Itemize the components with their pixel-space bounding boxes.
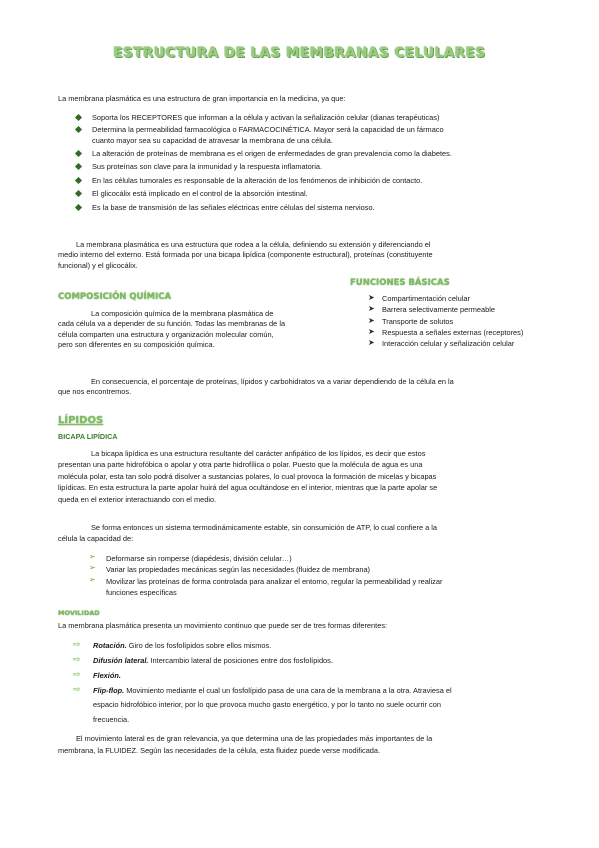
diamond-bullet-icon: [75, 150, 82, 157]
functions-heading: FUNCIONES BÁSICAS: [350, 278, 450, 288]
importance-list: [58, 113, 558, 213]
double-arrow-icon: ⇨: [73, 639, 81, 649]
arrow-bullet-icon: ➢: [89, 574, 96, 584]
mobility-heading: MOVILIDAD: [58, 609, 100, 617]
consequence-paragraph: En consecuencia, el porcentaje de proteínas, lípidos y carbohidratos va a variar dependiendo de la célula en la que nos encontremos.: [58, 377, 454, 397]
list-item-continuation: espacio hidrofóbico interior, por lo que provoca mucho gasto energético, y por lo tanto no suele ocurrir con: [93, 700, 441, 710]
bilayer-paragraph: La bicapa lipídica es una estructura resultante del carácter anfipático de los lípidos, es decir que estos presentan una parte hidrofóbica o apolar y otra parte hidrofílica o polar. Puesto que la molécula de agua es una molécula polar, esta tan solo podrá disolver a sustancias polares, lo cual provoca la formación de micelas y bicapas lipídicas. En esta estructura la parte apolar huirá del agua ocultándose en el interior, mientras que la parte apolar se queda en el exterior interactuando con el medio.: [58, 449, 438, 504]
list-item: ⇨ Flexión.: [73, 669, 121, 681]
arrow-bullet-icon: ➢: [89, 552, 96, 561]
functions-list: [355, 294, 575, 350]
list-item: ➤ Barrera selectivamente permeable: [368, 304, 495, 315]
arrow-bullet-icon: ➤: [368, 293, 375, 302]
diamond-bullet-icon: [75, 114, 82, 121]
list-item: ➢ Variar las propiedades mecánicas según las necesidades (fluidez de membrana): [89, 563, 371, 575]
lipid-bilayer-subheading: BICAPA LIPÍDICA: [58, 432, 118, 441]
system-paragraph: Se forma entonces un sistema termodinámicamente estable, sin consumición de ATP, lo cual confiere a la célula la capacidad de:: [58, 523, 438, 544]
lipids-heading: LÍPIDOS: [58, 415, 104, 426]
list-item-continuation: frecuencia.: [93, 714, 130, 724]
double-arrow-icon: ⇨: [73, 684, 81, 695]
capacities-list: [72, 553, 552, 599]
definition-paragraph: La membrana plasmática es una estructura que rodea a la célula, definiendo su extensión y diferenciando el medio interno del externo. Está formada por una bicapa lipídica (componente estructural), proteínas (constituyente funcional) y el glicocálix.: [58, 240, 433, 270]
arrow-bullet-icon: ➤: [368, 315, 375, 325]
arrow-bullet-icon: ➤: [368, 327, 375, 337]
list-item: ⇨ Rotación. Giro de los fosfolípidos sobre ellos mismos.: [73, 639, 272, 650]
list-item: ➤ Interacción celular y señalización celular: [368, 338, 515, 349]
diamond-bullet-icon: [75, 163, 82, 170]
page-title: ESTRUCTURA DE LAS MEMBRANAS CELULARES: [113, 45, 486, 61]
list-item: En las células tumorales es responsable de la alteración de los fenómenos de inhibición de contacto.: [58, 176, 558, 186]
mobility-intro: La membrana plasmática presenta un movimiento continuo que puede ser de tres formas diferentes:: [58, 621, 388, 630]
composition-paragraph: La composición química de la membrana plasmática de cada célula va a depender de su función. Todas las membranas de la célula comparten una estructura y organización molecular común, pero son diferentes en su composición química.: [58, 309, 286, 350]
diamond-bullet-icon: [75, 126, 82, 133]
diamond-bullet-icon: [75, 177, 82, 184]
list-item: ➢ Deformarse sin romperse (diapédesis, división celular…): [89, 552, 292, 563]
arrow-bullet-icon: ➤: [368, 304, 375, 314]
mobility-list: [58, 640, 558, 725]
list-item-continuation: funciones específicas: [106, 588, 177, 598]
list-item-continuation: cuanto mayor sea su capacidad de atravesar la membrana de una célula.: [92, 135, 333, 145]
list-item: ⇨ Difusión lateral. Intercambio lateral de posiciones entre dos fosfolípidos.: [73, 654, 333, 666]
list-item: ⇨ Flip-flop. Movimiento mediante el cual un fosfolípido pasa de una cara de la membrana a la otra. Atraviesa el: [73, 684, 452, 696]
intro-text: La membrana plasmática es una estructura de gran importancia en la medicina, ya que:: [58, 94, 346, 103]
closing-paragraph: El movimiento lateral es de gran relevancia, ya que determina una de las propiedades más importantes de la membrana, la FLUIDEZ. Según las necesidades de la célula, esta fluidez puede verse modificada.: [58, 734, 433, 755]
arrow-bullet-icon: ➤: [368, 338, 375, 348]
list-item: Es la base de transmisión de las señales eléctricas entre células del sistema nervioso.: [58, 203, 558, 213]
arrow-bullet-icon: ➢: [89, 563, 96, 573]
list-item: ➤ Transporte de solutos: [368, 315, 454, 326]
list-item: ➢ Movilizar las proteínas de forma controlada para analizar el entorno, regular la permeabilidad y realizar: [89, 574, 443, 586]
list-item: El glicocálix está implicado en el control de la absorción intestinal.: [58, 189, 558, 199]
list-item: Soporta los RECEPTORES que informan a la célula y activan la señalización celular (dianas terapéuticas): [58, 113, 558, 123]
diamond-bullet-icon: [75, 190, 82, 197]
double-arrow-icon: ⇨: [73, 669, 81, 680]
list-item: Sus proteínas son clave para la inmunidad y la respuesta inflamatoria.: [58, 162, 558, 172]
double-arrow-icon: ⇨: [73, 654, 81, 665]
list-item: La alteración de proteínas de membrana es el origen de enfermedades de gran prevalencia como la diabetes.: [58, 149, 558, 159]
diamond-bullet-icon: [75, 204, 82, 211]
list-item: ➤ Compartimentación celular: [368, 293, 470, 303]
list-item: Determina la permeabilidad farmacológica o FARMACOCINÉTICA. Mayor será la capacidad de un fármaco: [58, 125, 558, 135]
list-item: ➤ Respuesta a señales externas (receptores): [368, 327, 524, 338]
composition-heading: COMPOSICIÓN QUÍMICA: [58, 292, 172, 302]
